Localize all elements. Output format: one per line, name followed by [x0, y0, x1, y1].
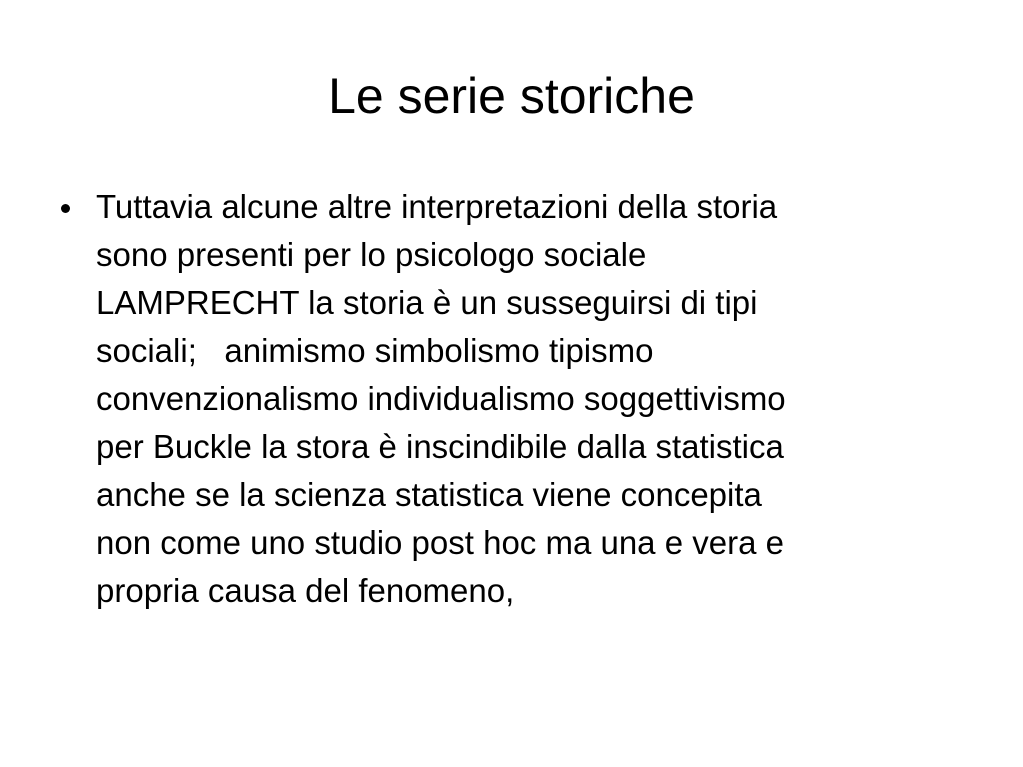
- bullet-text-line: per Buckle la stora è inscindibile dalla statistica: [96, 428, 784, 465]
- bullet-dot-icon: [61, 204, 70, 213]
- slide-title: Le serie storiche: [328, 68, 695, 124]
- bullet-text-line: convenzionalismo individualismo soggettivismo: [96, 380, 786, 417]
- bullet-text-line: sono presenti per lo psicologo sociale: [96, 236, 647, 273]
- bullet-text-line: propria causa del fenomeno,: [96, 572, 515, 609]
- bullet-text-line: non come uno studio post hoc ma una e vera e: [96, 524, 784, 561]
- bullet-text-line: anche se la scienza statistica viene concepita: [96, 476, 762, 513]
- bullet-text-line: Tuttavia alcune altre interpretazioni della storia: [96, 188, 778, 225]
- bullet-text-line: sociali; animismo simbolismo tipismo: [96, 332, 654, 369]
- bullet-item: [56, 183, 976, 615]
- bullet-list: [56, 183, 976, 615]
- bullet-text-line: LAMPRECHT la storia è un susseguirsi di tipi: [96, 284, 758, 321]
